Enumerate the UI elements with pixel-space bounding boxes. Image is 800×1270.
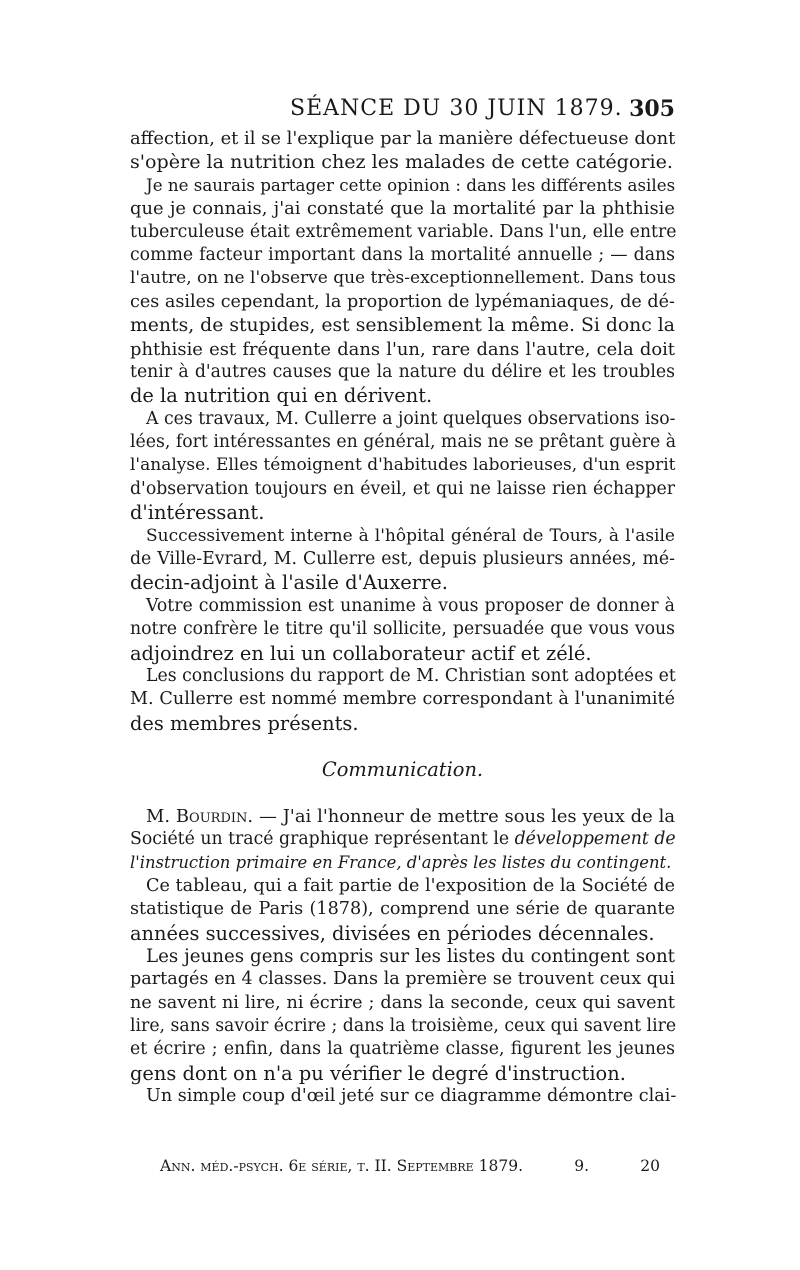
spacer [130, 735, 675, 758]
text-fragment: — J'ai l'honneur de mettre sous les yeux de la [253, 805, 675, 827]
section-title: Communication. [321, 758, 484, 782]
text-line: phthisie est fréquente dans l'un, rare dans l'autre, cela doit [130, 338, 675, 360]
text-line: et écrire ; enfin, dans la quatrième classe, figurent les jeunes [130, 1039, 675, 1060]
paragraph [130, 875, 675, 945]
text-line: ments, de stupides, est sensiblement la même. Si donc la [130, 315, 675, 337]
text-line: Ce tableau, qui a fait partie de l'exposition de la Société de [146, 875, 675, 896]
paragraph [130, 1085, 675, 1108]
emphasis: développement de [514, 828, 676, 849]
text-line: d'intéressant. [130, 501, 265, 525]
text-line: ces asiles cependant, la proportion de lypémaniaques, de dé- [130, 291, 675, 312]
text-line: M. Cullerre est nommé membre correspondant à l'unanimité [130, 689, 675, 710]
text-line: l'autre, on ne l'observe que très-exceptionnellement. Dans tous [130, 268, 676, 289]
text-line: statistique de Paris (1878), comprend une série de quarante [130, 899, 675, 920]
text-line: que je connais, j'ai constaté que la mortalité par la phthisie [130, 198, 675, 220]
text-line: Je ne saurais partager cette opinion : dans les différents asiles [146, 174, 676, 195]
text-line: Successivement interne à l'hôpital général de Tours, à l'asile [146, 525, 675, 546]
text-line: lées, fort intéressantes en général, mais ne se prêtant guère à [130, 432, 677, 453]
page-number: 305 [629, 96, 675, 122]
paragraph [130, 805, 675, 875]
page-header [130, 96, 675, 126]
text-line: des membres présents. [130, 711, 359, 735]
sheet-number: 20 [640, 1157, 660, 1175]
text-line: tuberculeuse était extrêmement variable. Dans l'un, elle entre [130, 221, 677, 242]
body-text [130, 127, 675, 1109]
text-line [130, 805, 675, 828]
journal-reference: Ann. méd.-psych. 6e série, t. II. Septembre 1879. [160, 1157, 524, 1175]
paragraph [130, 408, 675, 525]
text-line: partagés en 4 classes. Dans la première se trouvent ceux qui [130, 969, 675, 990]
text-line: gens dont on n'a pu vérifier le degré d'instruction. [130, 1061, 626, 1085]
text-line: ne savent ni lire, ni écrire ; dans la seconde, ceux qui savent [130, 992, 675, 1013]
paragraph [130, 945, 675, 1085]
text-line: s'opère la nutrition chez les malades de cette catégorie. [130, 150, 673, 174]
text-line: Les conclusions du rapport de M. Christian sont adoptées et [146, 665, 676, 686]
signature-mark: 9. [574, 1157, 590, 1175]
text-line: d'observation toujours en éveil, et qui ne laisse rien échapper [130, 478, 675, 499]
paragraph [130, 595, 675, 665]
speaker-name: M. Bourdin. [146, 805, 254, 827]
paragraph [130, 665, 675, 735]
page-footer [160, 1157, 660, 1175]
text-line: de la nutrition qui en dérivent. [130, 384, 433, 408]
text-fragment: Société un tracé graphique représentant le [130, 828, 515, 849]
text-line: de Ville-Evrard, M. Cullerre est, depuis plusieurs années, mé- [130, 549, 675, 570]
text-line: Un simple coup d'œil jeté sur ce diagramme démontre clai- [146, 1086, 677, 1107]
text-line: affection, et il se l'explique par la manière défectueuse dont [130, 128, 676, 149]
paragraph [130, 525, 675, 595]
running-title: SÉANCE DU 30 JUIN 1879. [290, 96, 623, 121]
text-line: notre confrère le titre qu'il sollicite, persuadée que vous vous [130, 619, 675, 640]
text-line: l'analyse. Elles témoignent d'habitudes laborieuses, d'un esprit [130, 455, 676, 476]
spacer [130, 782, 675, 805]
text-line: années successives, divisées en périodes décennales. [130, 921, 655, 945]
text-line: Les jeunes gens compris sur les listes du contingent sont [146, 945, 675, 967]
emphasis: l'instruction primaire en France, d'après les listes du contingent. [130, 853, 672, 873]
text-line [130, 828, 675, 851]
text-line [130, 851, 675, 874]
text-line: adjoindrez en lui un collaborateur actif et zélé. [130, 641, 592, 665]
text-line: decin-adjoint à l'asile d'Auxerre. [130, 571, 448, 595]
text-line: A ces travaux, M. Cullerre a joint quelques observations iso- [146, 408, 676, 429]
text-line: Votre commission est unanime à vous proposer de donner à [146, 595, 675, 616]
text-line: tenir à d'autres causes que la nature du délire et les troubles [130, 361, 675, 382]
text-line: lire, sans savoir écrire ; dans la troisième, ceux qui savent lire [130, 1016, 677, 1037]
paragraph [130, 174, 675, 408]
text-line: comme facteur important dans la mortalité annuelle ; — dans [130, 244, 675, 265]
paragraph [130, 127, 675, 174]
